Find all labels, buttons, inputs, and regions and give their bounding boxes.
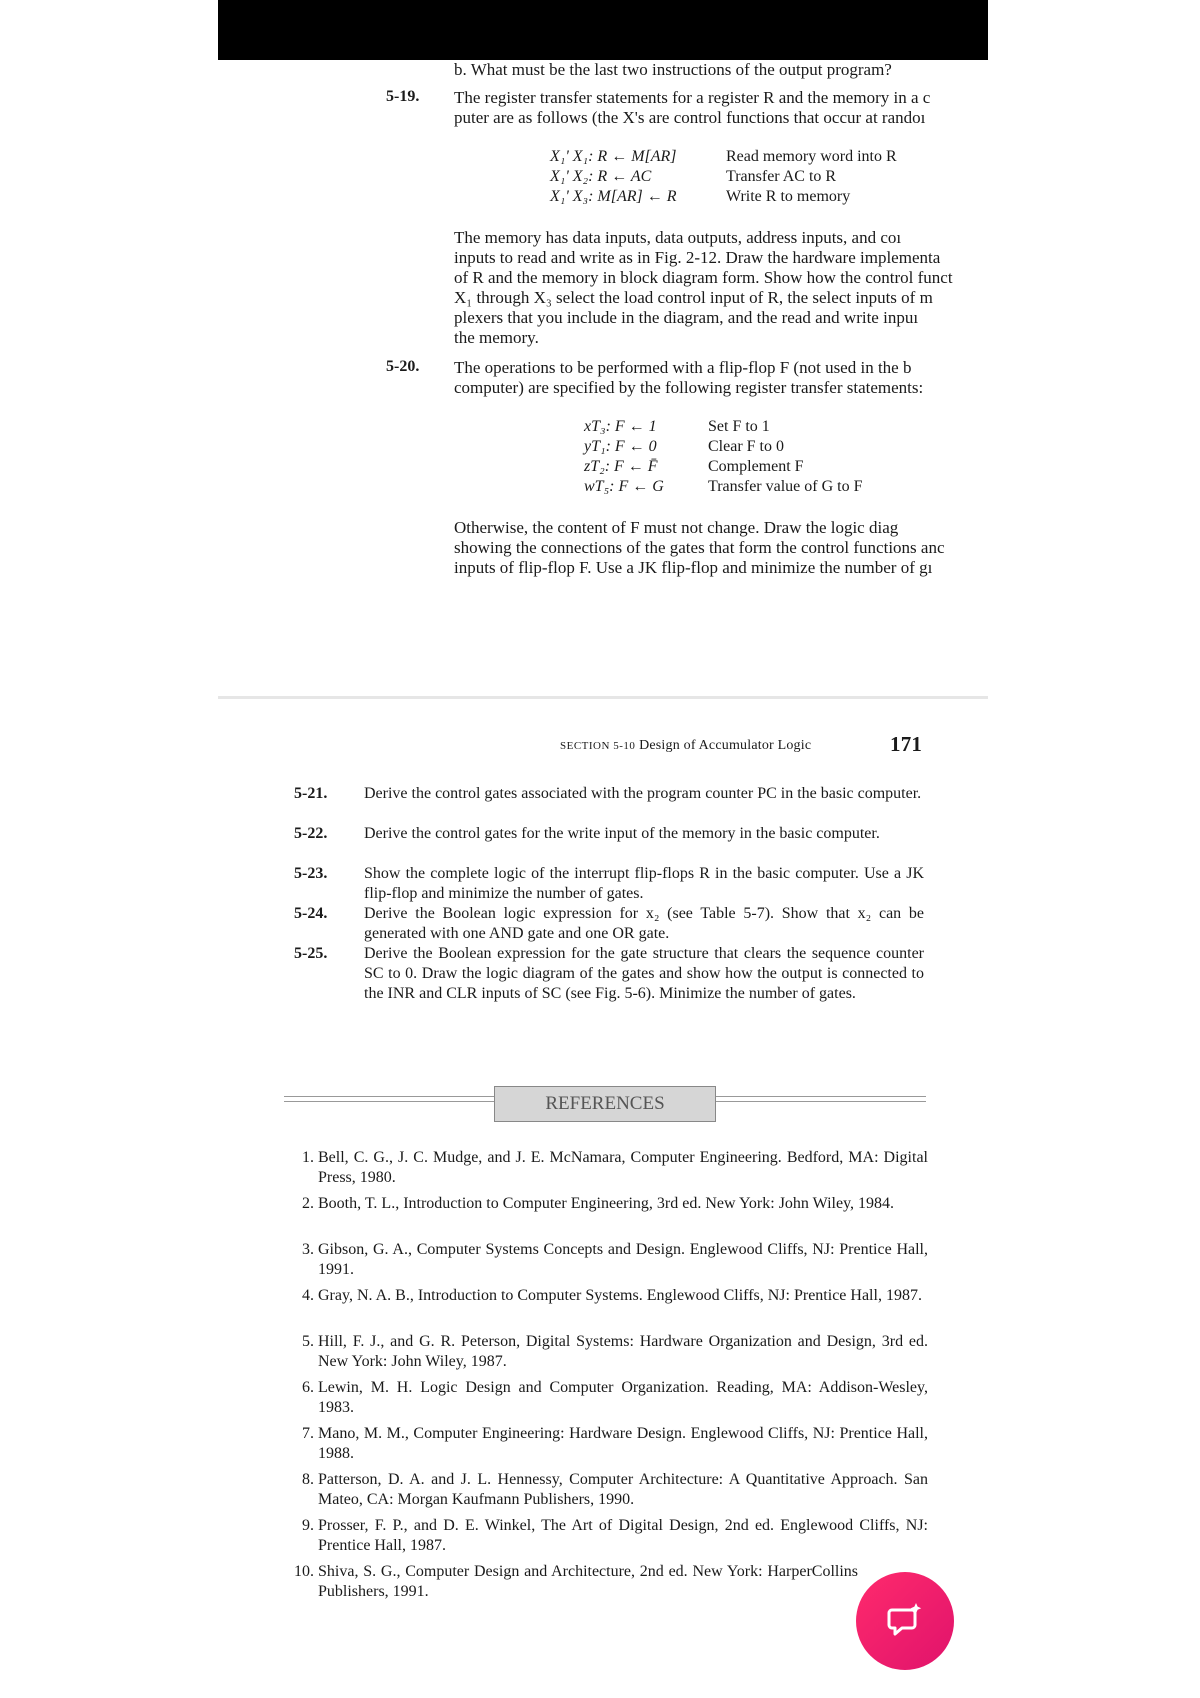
reference-number: 3. — [302, 1241, 314, 1258]
p519-para-line: X₁ through X₃ select the load control input of R, the select inputs of m — [454, 288, 933, 307]
problem-text: Derive the Boolean logic expression for x₂ (see Table 5-7). Show that x₂ can be generated with one AND gate and one OR gate. — [364, 905, 924, 942]
problem-label: 5-23. — [294, 865, 328, 882]
statement-expr: X₁' X₃: M[AR] ← R — [550, 188, 677, 205]
reference-number: 10. — [294, 1563, 314, 1580]
reference-text: Hill, F. J., and G. R. Peterson, Digital Systems: Hardware Organization and Design, 3rd ed. New York: John Wiley, 1987. — [318, 1333, 928, 1370]
statement-desc: Transfer AC to R — [726, 168, 837, 185]
problem-text: Derive the control gates for the write input of the memory in the basic computer. — [364, 825, 880, 842]
part-b-question: b. What must be the last two instructions of the output program? — [454, 60, 892, 79]
reference-text: Gray, N. A. B., Introduction to Computer Systems. Englewood Cliffs, NJ: Prentice Hall, 1987. — [318, 1287, 922, 1304]
problem-text: Derive the control gates associated with the program counter PC in the basic computer. — [364, 785, 922, 802]
reference-text: Bell, C. G., J. C. Mudge, and J. E. McNamara, Computer Engineering. Bedford, MA: Digital Press, 1980. — [318, 1149, 928, 1186]
statement-desc: Transfer value of G to F — [708, 478, 863, 495]
references-heading: REFERENCES — [494, 1086, 716, 1122]
reference-number: 4. — [302, 1287, 314, 1304]
page-divider — [218, 696, 988, 699]
p519-line-1: The register transfer statements for a register R and the memory in a c — [454, 88, 931, 107]
problem-label-5-19: 5-19. — [386, 88, 420, 105]
p519-para-line: of R and the memory in block diagram form. Show how the control funct — [454, 268, 953, 287]
reference-number: 1. — [302, 1149, 314, 1166]
section-label: SECTION 5-10 — [560, 740, 636, 752]
statement-desc: Clear F to 0 — [708, 438, 784, 455]
previous-page-excerpt — [380, 0, 988, 700]
reference-number: 6. — [302, 1379, 314, 1396]
statement-expr: xT₃: F ← 1 — [584, 418, 657, 435]
reference-text: Shiva, S. G., Computer Design and Architecture, 2nd ed. New York: HarperCollins Publishers, 1991. — [318, 1563, 858, 1600]
reference-text: Booth, T. L., Introduction to Computer Engineering, 3rd ed. New York: John Wiley, 1984. — [318, 1195, 895, 1212]
reference-number: 2. — [302, 1195, 314, 1212]
reference-number: 9. — [302, 1517, 314, 1534]
p519-para-line: plexers that you include in the diagram, and the read and write inpuı — [454, 308, 919, 327]
problem-label: 5-24. — [294, 905, 328, 922]
problem-label-5-20: 5-20. — [386, 358, 420, 375]
p520-para-line: showing the connections of the gates that form the control functions anc — [454, 538, 945, 557]
p519-line-2: puter are as follows (the X's are control functions that occur at randoı — [454, 108, 926, 127]
statement-desc: Read memory word into R — [726, 148, 897, 165]
reference-number: 8. — [302, 1471, 314, 1488]
p520-line-2: computer) are specified by the following register transfer statements: — [454, 378, 924, 397]
reference-text: Lewin, M. H. Logic Design and Computer Organization. Reading, MA: Addison-Wesley, 1983. — [318, 1379, 928, 1416]
statement-expr: X₁' X₁: R ← M[AR] — [550, 148, 677, 165]
statement-expr: wT₅: F ← G — [584, 478, 664, 495]
statement-desc: Write R to memory — [726, 188, 851, 205]
statement-expr: X₁' X₂: R ← AC — [550, 168, 652, 185]
problem-text: Show the complete logic of the interrupt flip-flops R in the basic computer. Use a JK flip-flop and minimize the number of gates. — [364, 865, 924, 902]
statement-desc: Set F to 1 — [708, 418, 770, 435]
reference-number: 7. — [302, 1425, 314, 1442]
section-title: Design of Accumulator Logic — [639, 738, 812, 753]
reference-text: Gibson, G. A., Computer Systems Concepts and Design. Englewood Cliffs, NJ: Prentice Hall, 1991. — [318, 1241, 928, 1278]
chat-sparkle-icon — [883, 1599, 927, 1643]
reference-number: 5. — [302, 1333, 314, 1350]
reference-text: Mano, M. M., Computer Engineering: Hardware Design. Englewood Cliffs, NJ: Prentice Hall, 1988. — [318, 1425, 928, 1462]
problem-label: 5-21. — [294, 785, 328, 802]
reference-text: Prosser, F. P., and D. E. Winkel, The Art of Digital Design, 2nd ed. Englewood Cliffs, NJ: Prentice Hall, 1987. — [318, 1517, 928, 1554]
p519-para-line: the memory. — [454, 328, 539, 347]
floating-chat-button[interactable] — [856, 1572, 954, 1670]
page-number: 171 — [890, 732, 923, 756]
problem-label: 5-22. — [294, 825, 328, 842]
p520-para-line: Otherwise, the content of F must not change. Draw the logic diag — [454, 518, 899, 537]
p519-para-line: inputs to read and write as in Fig. 2-12. Draw the hardware implementa — [454, 248, 941, 267]
p520-para-line: inputs of flip-flop F. Use a JK flip-flop and minimize the number of gı — [454, 558, 933, 577]
statement-desc: Complement F — [708, 458, 804, 475]
problem-text: Derive the Boolean expression for the gate structure that clears the sequence counter SC to 0. Draw the logic diagram of the gates and show how the output is connected to the INR and CLR inputs of SC (see Fig. 5-6). Minimize the number of gates. — [364, 945, 924, 1002]
p520-line-1: The operations to be performed with a flip-flop F (not used in the b — [454, 358, 912, 377]
p519-para-line: The memory has data inputs, data outputs, address inputs, and coı — [454, 228, 902, 247]
problem-label: 5-25. — [294, 945, 328, 962]
reference-text: Patterson, D. A. and J. L. Hennessy, Computer Architecture: A Quantitative Approach. San Mateo, CA: Morgan Kaufmann Publishers, 1990. — [318, 1471, 928, 1508]
statement-expr: yT₁: F ← 0 — [584, 438, 657, 455]
statement-expr: zT₂: F ← F̄ — [584, 458, 658, 475]
running-header — [560, 732, 923, 756]
